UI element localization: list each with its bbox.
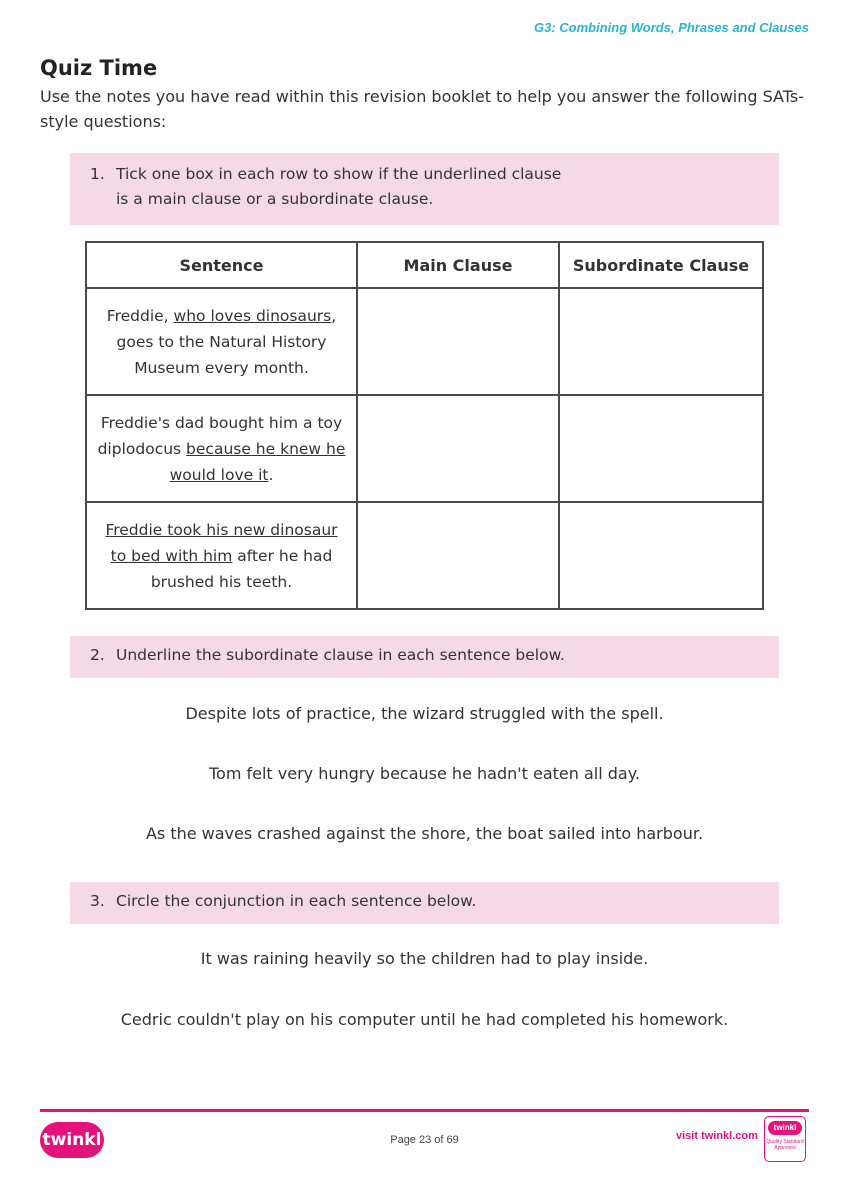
table-header-row xyxy=(86,242,763,288)
subordinate-clause-tick-box[interactable] xyxy=(559,502,763,609)
visit-link[interactable]: visit twinkl.com xyxy=(676,1130,758,1142)
question-number: 3. xyxy=(90,892,105,910)
question-2-text: Underline the subordinate clause in each sentence below. xyxy=(116,646,565,664)
badge-logo: twinkl xyxy=(768,1121,802,1135)
question-1-line-1: Tick one box in each row to show if the underlined clause xyxy=(116,165,562,183)
sentence-cell: Freddie took his new dinosaur to bed with him after he had brushed his teeth. xyxy=(86,502,357,609)
column-header-subordinate-clause: Subordinate Clause xyxy=(559,242,763,288)
subordinate-clause-tick-box[interactable] xyxy=(559,288,763,395)
table-row xyxy=(86,502,763,609)
q2-sentence-2[interactable]: Tom felt very hungry because he hadn't eaten all day. xyxy=(208,764,641,783)
page-number: Page 23 of 69 xyxy=(390,1134,459,1146)
main-clause-tick-box[interactable] xyxy=(357,395,559,502)
underlined-clause: Freddie took his new dinosaur to bed with him xyxy=(105,520,338,565)
table-row xyxy=(86,288,763,395)
subordinate-clause-tick-box[interactable] xyxy=(559,395,763,502)
page-title: Quiz Time xyxy=(40,56,158,80)
table-row xyxy=(86,395,763,502)
footer-divider xyxy=(40,1109,809,1112)
question-number: 2. xyxy=(90,646,105,664)
column-header-main-clause: Main Clause xyxy=(357,242,559,288)
question-number: 1. xyxy=(90,165,105,183)
q2-sentence-3[interactable]: As the waves crashed against the shore, the boat sailed into harbour. xyxy=(145,824,704,843)
q3-sentence-2[interactable]: Cedric couldn't play on his computer until he had completed his homework. xyxy=(120,1010,729,1029)
underlined-clause: who loves dinosaurs xyxy=(173,306,332,325)
q3-sentence-1[interactable]: It was raining heavily so the children had to play inside. xyxy=(200,949,649,968)
sentence-cell: Freddie's dad bought him a toy diplodocus because he knew he would love it. xyxy=(86,395,357,502)
clause-table xyxy=(85,241,764,610)
main-clause-tick-box[interactable] xyxy=(357,502,559,609)
intro-text: Use the notes you have read within this revision booklet to help you answer the following SATs-style questions: xyxy=(40,87,804,131)
question-3-text: Circle the conjunction in each sentence below. xyxy=(116,892,477,910)
sentence-cell: Freddie, who loves dinosaurs, goes to the Natural History Museum every month. xyxy=(86,288,357,395)
twinkl-logo: twinkl xyxy=(40,1122,104,1158)
quality-badge-icon xyxy=(764,1116,806,1162)
question-1-box xyxy=(70,153,779,225)
badge-text: Quality Standard Approved xyxy=(766,1139,804,1151)
question-3-box xyxy=(70,882,779,924)
question-1-line-2: is a main clause or a subordinate clause. xyxy=(116,190,434,208)
q2-sentence-1[interactable]: Despite lots of practice, the wizard struggled with the spell. xyxy=(185,704,664,723)
header-title: G3: Combining Words, Phrases and Clauses xyxy=(534,20,809,35)
question-2-box xyxy=(70,636,779,678)
column-header-sentence: Sentence xyxy=(86,242,357,288)
underlined-clause: because he knew he would love it xyxy=(169,439,346,484)
main-clause-tick-box[interactable] xyxy=(357,288,559,395)
